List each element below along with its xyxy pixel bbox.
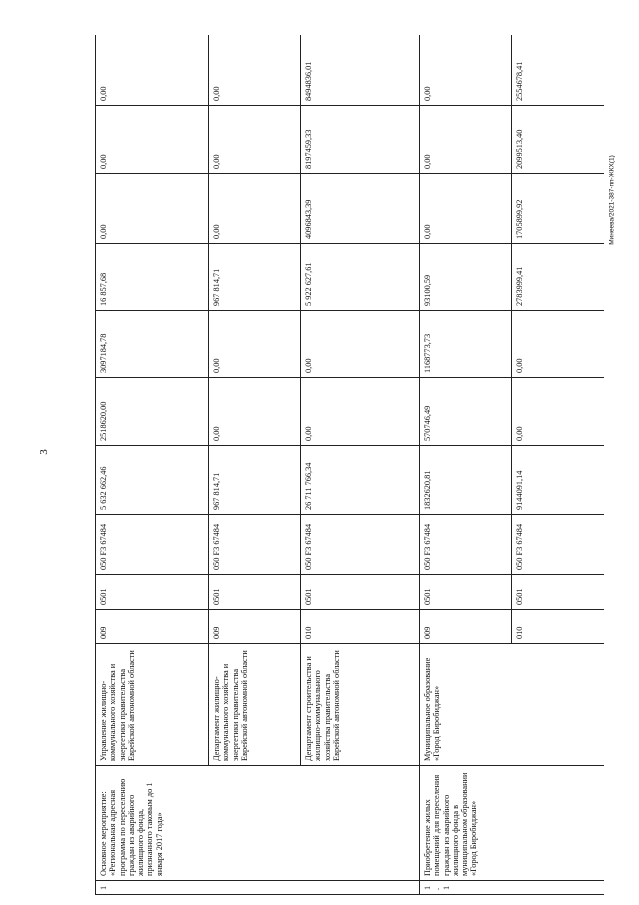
year-value-cell: 0,00 xyxy=(96,174,209,244)
total-cell: 5 632 662,46 xyxy=(96,446,209,515)
event-name-cell: Основное мероприятие: «Региональная адресная программа по переселению граждан из аварийного жилищного фонда, признанного таковым до 1 января 2017 года» xyxy=(96,766,420,881)
year-value-cell: 0,00 xyxy=(209,174,301,244)
rzpr-cell: 0501 xyxy=(96,575,209,610)
year-value-cell: 0,00 xyxy=(420,106,512,174)
year-value-cell: 2783999,41 xyxy=(512,244,605,311)
event-name-cell: Приобретение жилых помещений для переселения граждан из аварийного жилищного фонда в муниципальном образовании «Город Биробиджан» xyxy=(420,766,605,881)
rzpr-cell: 0501 xyxy=(512,575,605,610)
organization-cell: Департамент жилищно-коммунального хозяйства и энергетики правительства Еврейской автономной области xyxy=(209,644,301,766)
organization-cell: Управление жилищно-коммунального хозяйства и энергетики правительства Еврейской автономной области xyxy=(96,644,209,766)
grbs-cell: 010 xyxy=(512,610,605,644)
document-code: Минеева/2021-387-пп-ЖКХ(1) xyxy=(608,155,616,245)
year-value-cell: 0,00 xyxy=(301,311,420,378)
total-cell: 9144091,14 xyxy=(512,446,605,515)
year-value-cell: 5 922 627,61 xyxy=(301,244,420,311)
grbs-cell: 009 xyxy=(96,610,209,644)
row-number-cell: 1 xyxy=(96,881,420,895)
year-value-cell: 0,00 xyxy=(209,35,301,106)
budget-table-container xyxy=(95,35,604,895)
year-value-cell: 4096843,39 xyxy=(301,174,420,244)
year-value-cell: 2554678,41 xyxy=(512,35,605,106)
rzpr-cell: 0501 xyxy=(209,575,301,610)
year-value-cell: 93100,59 xyxy=(420,244,512,311)
year-value-cell: 2099513,40 xyxy=(512,106,605,174)
year-value-cell: 8197459,33 xyxy=(301,106,420,174)
year-value-cell: 0,00 xyxy=(420,174,512,244)
csr-cell: 050 F3 67484 xyxy=(96,515,209,575)
year-value-cell: 0,00 xyxy=(420,35,512,106)
csr-cell: 050 F3 67484 xyxy=(209,515,301,575)
csr-cell: 050 F3 67484 xyxy=(512,515,605,575)
year-value-cell: 2518620,00 xyxy=(96,378,209,446)
total-cell: 967 814,71 xyxy=(209,446,301,515)
csr-cell: 050 F3 67484 xyxy=(301,515,420,575)
year-value-cell: 0,00 xyxy=(209,311,301,378)
grbs-cell: 009 xyxy=(420,610,512,644)
year-value-cell: 0,00 xyxy=(96,35,209,106)
rzpr-cell: 0501 xyxy=(420,575,512,610)
year-value-cell: 0,00 xyxy=(209,106,301,174)
year-value-cell: 0,00 xyxy=(512,378,605,446)
year-value-cell: 570746,49 xyxy=(420,378,512,446)
year-value-cell: 0,00 xyxy=(301,378,420,446)
year-value-cell: 0,00 xyxy=(209,378,301,446)
csr-cell: 050 F3 67484 xyxy=(420,515,512,575)
year-value-cell: 3097184,78 xyxy=(96,311,209,378)
total-cell: 26 711 766,34 xyxy=(301,446,420,515)
page-number: 3 xyxy=(38,449,50,455)
grbs-cell: 009 xyxy=(209,610,301,644)
year-value-cell: 16 857,68 xyxy=(96,244,209,311)
year-value-cell: 0,00 xyxy=(512,311,605,378)
rotated-table-frame xyxy=(95,35,604,895)
rzpr-cell: 0501 xyxy=(301,575,420,610)
organization-cell: Департамент строительства и жилищно-коммунального хозяйства правительства Еврейской автономной области xyxy=(301,644,420,766)
table-row xyxy=(420,35,512,895)
table-row xyxy=(96,35,209,895)
year-value-cell: 1168773,73 xyxy=(420,311,512,378)
budget-table xyxy=(95,35,604,895)
total-cell: 1832620,81 xyxy=(420,446,512,515)
year-value-cell: 1705899,92 xyxy=(512,174,605,244)
year-value-cell: 0,00 xyxy=(96,106,209,174)
year-value-cell: 967 814,71 xyxy=(209,244,301,311)
grbs-cell: 010 xyxy=(301,610,420,644)
year-value-cell: 8494836,01 xyxy=(301,35,420,106)
organization-cell: Муниципальное образование «Город Биробиджан» xyxy=(420,644,605,766)
row-number-cell: 1.1 xyxy=(420,881,605,895)
